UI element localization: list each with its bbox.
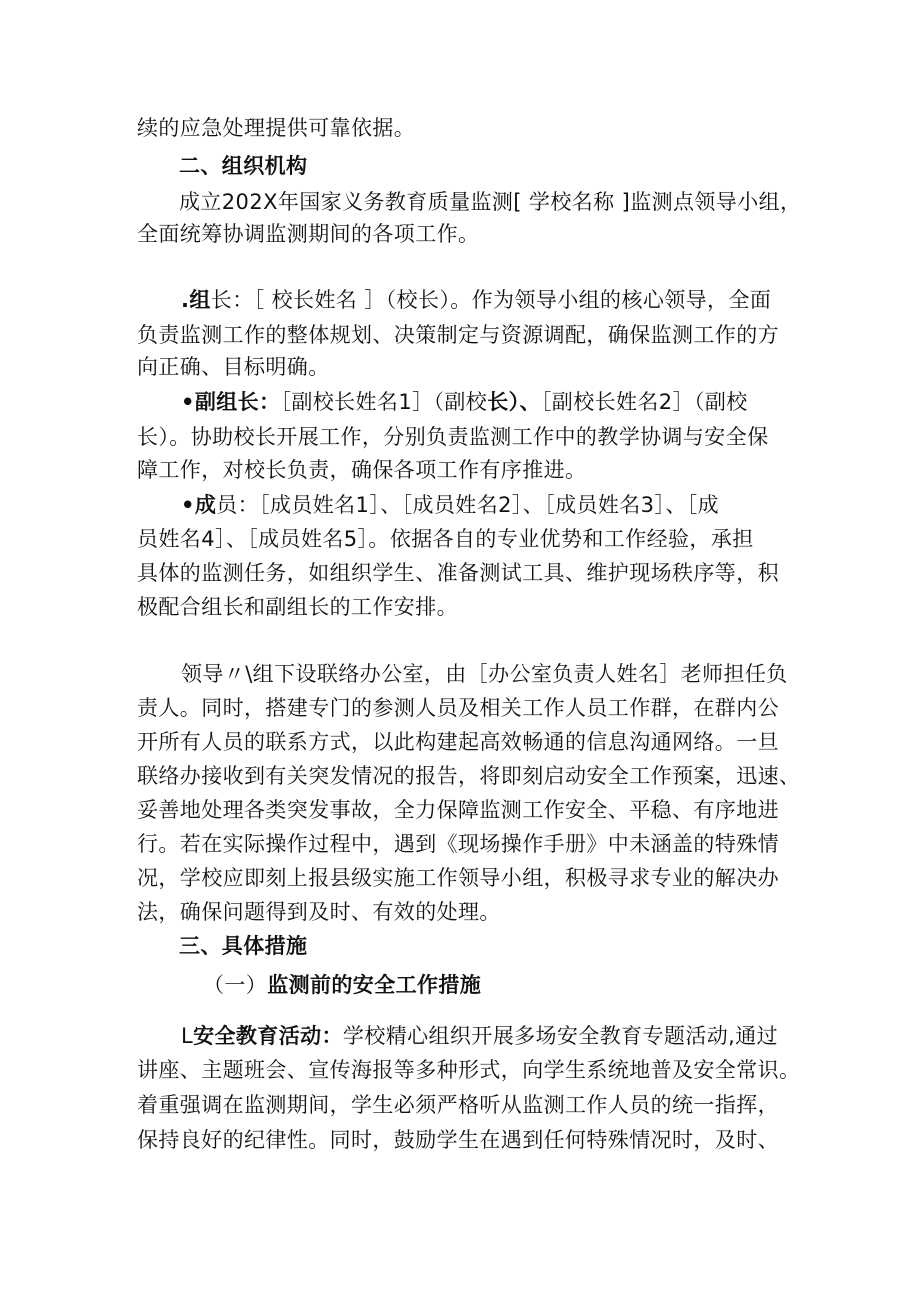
paragraph-line [0, 829, 920, 859]
subsection-title: 监测前的安全工作措施 [267, 973, 482, 997]
vice-leader-text: ［副校长姓名2］（副校 [540, 390, 748, 414]
paragraph-line [0, 422, 920, 452]
paragraph-text: 联络办接收到有关突发情况的报告，将即刻启动安全工作预案，迅速、 [137, 764, 801, 788]
vice-leader-item [181, 387, 791, 417]
paragraph-line [0, 897, 920, 927]
leader-title: 组 [189, 288, 211, 312]
paragraph-line [0, 219, 920, 249]
paragraph-line [0, 558, 920, 588]
paragraph-text: 法，确保问题得到及时、有效的处理。 [137, 900, 501, 924]
paragraph-line [0, 659, 920, 689]
heading-text: 二、组织机构 [179, 154, 308, 178]
paragraph-text: 讲座、主题班会、宣传海报等多种形式，向学生系统地普及安全常识。 [137, 1058, 801, 1082]
paragraph-line [0, 795, 920, 825]
safety-education-item [0, 1021, 920, 1051]
member-item [181, 490, 791, 520]
paragraph-line [179, 187, 802, 217]
item-title: 安全教育活动： [193, 1024, 343, 1048]
section-heading-2 [0, 151, 920, 181]
bullet-mark: . [181, 288, 190, 312]
paragraph-line [0, 1090, 920, 1120]
vice-leader-text-bold: 长）、 [487, 390, 541, 414]
paragraph-line [0, 761, 920, 791]
vice-leader-text: ［副校长姓名1］（副校 [280, 390, 488, 414]
section-heading-3 [0, 931, 920, 961]
paragraph-text: 行。若在实际操作过程中，遇到《现场操作手册》中未涵盖的特殊情 [137, 832, 779, 856]
paragraph-text: 具体的监测任务，如组织学生、准备测试工具、维护现场秩序等，积 [137, 561, 779, 585]
paragraph-text: 况，学校应即刻上报县级实施工作领导小组，积极寻求专业的解决办 [137, 866, 779, 890]
paragraph-line [0, 455, 920, 485]
item-text: 学校精心组织开展多场安全教育专题活动,通过 [342, 1024, 778, 1048]
paragraph-line [0, 863, 920, 893]
paragraph-text: 妥善地处理各类突发事故，全力保障监测工作安全、平稳、有序地进 [137, 798, 779, 822]
paragraph-line [0, 320, 920, 350]
paragraph-line [0, 1055, 920, 1085]
paragraph-text: 极配合组长和副组长的工作安排。 [137, 595, 458, 619]
bullet-mark: • [181, 493, 195, 517]
paragraph-text: 保持良好的纪律性。同时，鼓励学生在遇到任何特殊情况时，及时、 [137, 1128, 779, 1152]
paragraph-line [0, 113, 920, 143]
item-number: L [181, 1024, 194, 1048]
paragraph-text: 成立202X年国家义务教育质量监测[ 学校名称 ]监测点领导小组， [179, 190, 802, 214]
subsection-heading-1 [0, 970, 920, 1000]
paragraph-text: 长）。协助校长开展工作，分别负责监测工作中的教学协调与安全保 [137, 425, 769, 449]
paragraph-text: 开所有人员的联系方式，以此构建起高效畅通的信息沟通网络。一旦 [137, 730, 779, 754]
paragraph-line [0, 524, 920, 554]
paragraph-text: 向正确、目标明确。 [137, 355, 330, 379]
leader-title-rest: 长： [210, 288, 254, 312]
leader-text: ［ 校长姓名 ］（校长）。作为领导小组的核心领导，全面 [253, 288, 772, 312]
member-title: 成 [194, 493, 217, 517]
paragraph-text: 负责监测工作的整体规划、决策制定与资源调配，确保监测工作的方 [137, 323, 779, 347]
paragraph-line [0, 727, 920, 757]
bullet-mark: • [181, 390, 195, 414]
paragraph-line [0, 693, 920, 723]
paragraph-line [0, 352, 920, 382]
text-continuation: 续的应急处理提供可靠依据。 [137, 116, 416, 140]
subsection-number: （一） [203, 973, 268, 997]
member-text: ［成员姓名1］、［成员姓名2］、［成员姓名3］、［成 [259, 493, 720, 517]
member-title-rest: 员： [216, 493, 260, 517]
paragraph-text: 领导〃\组下设联络办公室，由［办公室负责人姓名］老师担任负 [181, 662, 788, 686]
paragraph-text: 障工作，对校长负责，确保各项工作有序推进。 [137, 458, 587, 482]
paragraph-text: 着重强调在监测期间，学生必须严格听从监测工作人员的统一指挥， [137, 1093, 779, 1117]
paragraph-text: 责人。同时，搭建专门的参测人员及相关工作人员工作群，在群内公 [137, 696, 779, 720]
leader-item [181, 285, 791, 315]
paragraph-line [0, 1125, 920, 1155]
heading-text: 三、具体措施 [179, 934, 308, 958]
paragraph-text: 员姓名4］、［成员姓名5］。依据各自的专业优势和工作经验，承担 [137, 527, 754, 551]
paragraph-line [0, 592, 920, 622]
vice-leader-title: 副组长： [194, 390, 281, 414]
paragraph-text: 全面统筹协调监测期间的各项工作。 [137, 222, 480, 246]
